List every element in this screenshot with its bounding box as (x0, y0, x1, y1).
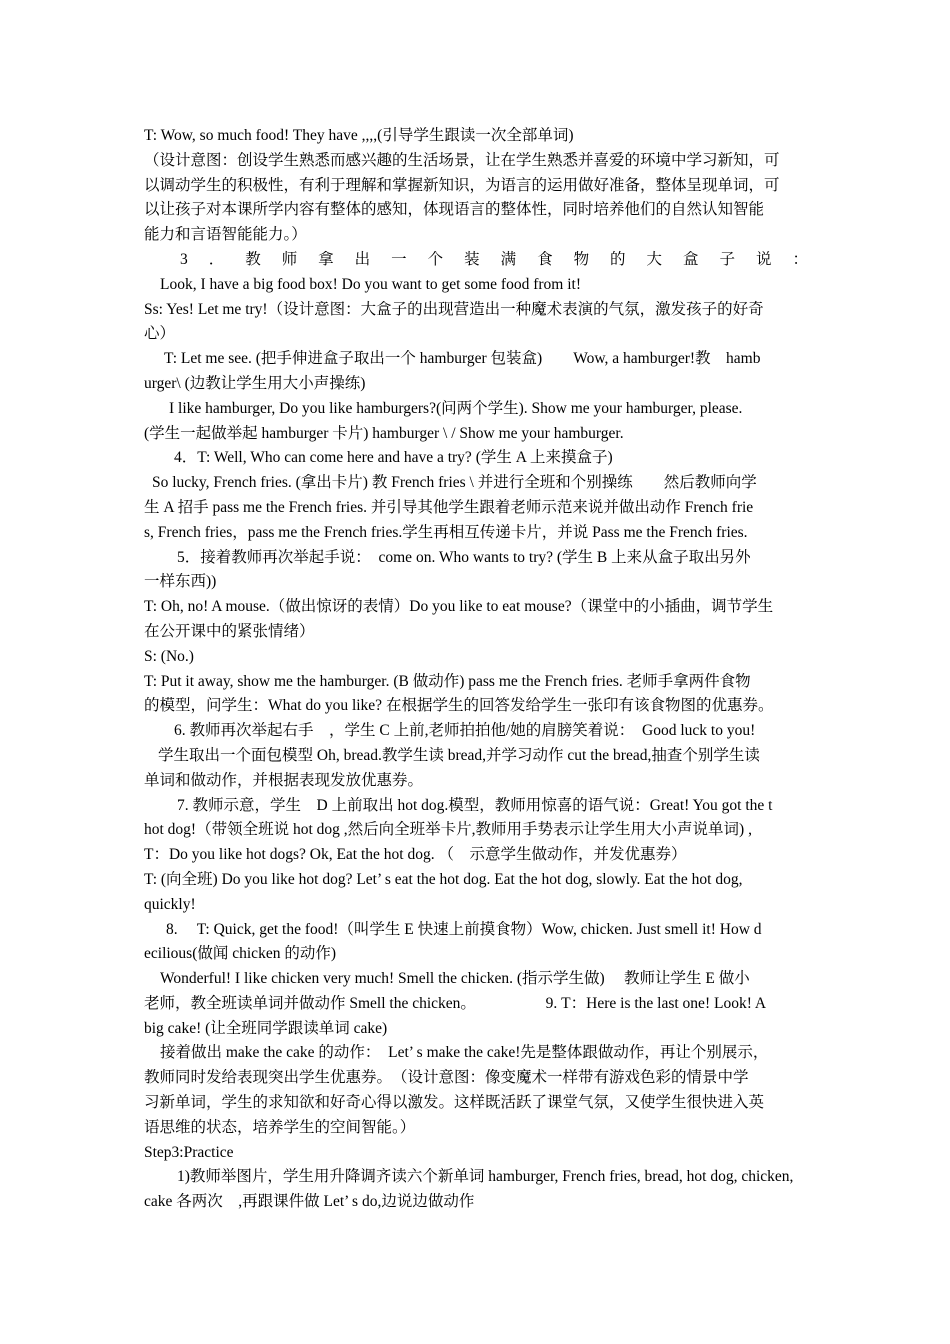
text-line: 能力和言语智能能力。） (144, 226, 307, 244)
text-line: 的模型，问学生：What do you like? 在根据学生的回答发给学生一张印有该食物图的优惠券。 (144, 697, 774, 715)
text-line: Ss: Yes! Let me try!（设计意图：大盒子的出现营造出一种魔术表演的气氛，激发孩子的好奇 (144, 300, 764, 318)
heading-char: 食 (537, 250, 553, 268)
text-line: T: (向全班) Do you like hot dog? Let’ s eat the hot dog. Eat the hot dog, slowly. Eat the hot dog, (144, 870, 743, 888)
heading-char: 的 (610, 250, 626, 268)
text-line: Wonderful! I like chicken very much! Smell the chicken. (指示学生做) 教师让学生 E 做小 (160, 970, 750, 988)
heading-char: 大 (646, 250, 663, 268)
text-line: urger\ (边教让学生用大小声操练) (144, 374, 366, 392)
text-line: big cake! (让全班同学跟读单词 cake) (144, 1019, 388, 1037)
heading-char: 一 (391, 250, 407, 268)
text-line: cake 各两次 ,再跟课件做 Let’ s do,边说边做动作 (144, 1193, 475, 1211)
text-line (144, 1215, 808, 1240)
text-line: （设计意图：创设学生熟悉而感兴趣的生活场景，让在学生熟悉并喜爱的环境中学习新知，可 (144, 151, 780, 169)
text-line: ecilious(做闻 chicken 的动作) (144, 945, 336, 963)
text-line: 老师，教全班读单词并做动作 Smell the chicken。 9. T：Here is the last one! Look! A (144, 994, 767, 1012)
heading-char: 说 (755, 250, 772, 268)
heading-char: 装 (464, 250, 480, 268)
text-line: 语思维的状态，培养学生的空间智能。） (144, 1118, 416, 1136)
text-line: T: Wow, so much food! They have ,,,,(引导学生跟读一次全部单词) (144, 127, 574, 144)
text-line: S: (No.) (144, 647, 194, 665)
text-line: 接着做出 make the cake 的动作： Let’ s make the cake!先是整体跟做动作，再让个别展示， (160, 1044, 769, 1062)
text-line: 6. 教师再次举起右手 ，学生 C 上前,老师拍拍他/她的肩膀笑着说： Good luck to you! (174, 722, 756, 740)
text-line: So lucky, French fries. (拿出卡片) 教 French fries \ 并进行全班和个别操练 然后教师向学 (152, 474, 757, 492)
step-3-heading (144, 248, 808, 273)
heading-char: 教 (245, 250, 261, 268)
text-line: T：Do you like hot dogs? Ok, Eat the hot dog. （ 示意学生做动作，并发优惠券） (144, 846, 687, 864)
heading-char: 出 (354, 250, 371, 268)
text-line: 心） (144, 325, 176, 343)
text-line: quickly! (144, 895, 196, 913)
text-line: s, French fries，pass me the French fries.学生再相互传递卡片，并说 Pass me the French fries. (144, 523, 748, 541)
text-line: 4．T: Well, Who can come here and have a try? (学生 A 上来摸盒子) (174, 449, 613, 467)
section-heading-step3: 1)教师举图片，学生用升降调齐读六个新单词 hamburger, French fries, bread, hot dog, chicken, (177, 1168, 794, 1186)
heading-char: 师 (281, 250, 298, 268)
text-line: (学生一起做举起 hamburger 卡片) hamburger \ / Show me your hamburger. (144, 424, 624, 442)
text-line: Step3:Practice (144, 1143, 234, 1161)
heading-char: 3 (180, 250, 188, 268)
text-line: T: Put it away, show me the hamburger. (B 做动作) pass me the French fries. 老师手拿两件食物 (144, 672, 751, 690)
text-line: 学生取出一个面包模型 Oh, bread.教学生读 bread,并学习动作 cut the bread,抽查个别学生读 (158, 746, 760, 764)
text-line: Look, I have a big food box! Do you want to get some food from it! (160, 275, 581, 293)
document-page (144, 124, 808, 1240)
text-line: 习新单词，学生的求知欲和好奇心得以激发。这样既活跃了课堂气氛，又使学生很快进入英 (144, 1094, 765, 1112)
text-line: 一样东西)) (144, 573, 217, 591)
text-line: 在公开课中的紧张情绪） (144, 622, 315, 640)
text-line: 以让孩子对本课所学内容有整体的感知，体现语言的整体性，同时培养他们的自然认知智能 (144, 201, 765, 219)
heading-char: ． (208, 250, 225, 268)
text-line: hot dog!（带领全班说 hot dog ,然后向全班举卡片,教师用手势表示让学生用大小声说单词) , (144, 821, 752, 839)
text-line: 教师同时发给表现突出学生优惠券。 （设计意图：像变魔术一样带有游戏色彩的情景中学 (144, 1069, 749, 1087)
text-line: 以调动学生的积极性，有利于理解和掌握新知识，为语言的运用做好准备，整体呈现单词，可 (144, 176, 780, 194)
text-line: 7. 教师示意，学生 D 上前取出 hot dog.模型，教师用惊喜的语气说：Great! You got the t (177, 796, 773, 814)
text-line: 5．接着教师再次举起手说： come on. Who wants to try? (学生 B 上来从盒子取出另外 (177, 548, 751, 566)
text-line: T: Oh, no! A mouse.（做出惊讶的表情）Do you like to eat mouse?（课堂中的小插曲，调节学生 (144, 598, 774, 616)
text-line: I like hamburger, Do you like hamburgers?(问两个学生). Show me your hamburger, please. (169, 399, 743, 417)
text-line: 生 A 招手 pass me the French fries. 并引导其他学生跟着老师示范来说并做出动作 French frie (144, 498, 754, 516)
text-line: 8. T: Quick, get the food!（叫学生 E 快速上前摸食物）Wow, chicken. Just smell it! How d (166, 920, 762, 938)
heading-char: 满 (500, 250, 517, 268)
heading-char: ： (792, 250, 808, 268)
heading-char: 拿 (318, 250, 334, 268)
heading-char: 子 (719, 250, 736, 268)
heading-char: 个 (427, 250, 444, 268)
heading-char: 物 (573, 250, 590, 268)
heading-char: 盒 (683, 250, 699, 268)
text-line: T: Let me see. (把手伸进盒子取出一个 hamburger 包装盒) Wow, a hamburger!教 hamb (164, 350, 761, 368)
text-line: 单词和做动作，并根据表现发放优惠券。 (144, 771, 424, 789)
